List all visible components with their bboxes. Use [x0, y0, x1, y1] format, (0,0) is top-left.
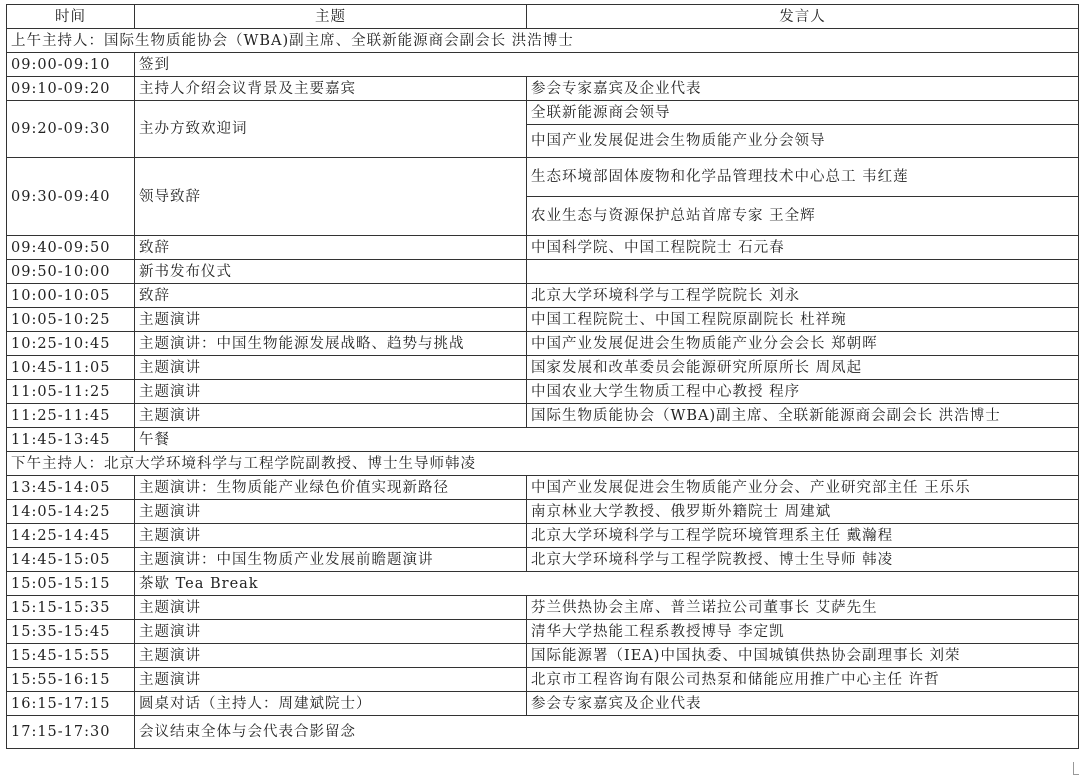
- table-row: [7, 380, 1079, 404]
- topic-cell: 主题演讲: [135, 524, 527, 548]
- table-row: [7, 53, 1079, 77]
- time-cell: 14:25-14:45: [7, 524, 135, 548]
- table-row: [7, 596, 1079, 620]
- agenda-table: [6, 4, 1079, 749]
- topic-cell: 主题演讲: [135, 668, 527, 692]
- table-row: [7, 644, 1079, 668]
- table-row: [7, 236, 1079, 260]
- time-cell: 10:05-10:25: [7, 308, 135, 332]
- time-cell: 13:45-14:05: [7, 476, 135, 500]
- time-cell: 15:35-15:45: [7, 620, 135, 644]
- page-corner-mark: [1073, 762, 1079, 775]
- time-cell: 11:45-13:45: [7, 428, 135, 452]
- table-row: [7, 620, 1079, 644]
- speaker-cell: 中国产业发展促进会生物质能产业分会领导: [527, 125, 1079, 158]
- topic-cell: 午餐: [135, 428, 1079, 452]
- afternoon-host-row: [7, 452, 1079, 476]
- time-cell: 14:05-14:25: [7, 500, 135, 524]
- time-cell: 17:15-17:30: [7, 716, 135, 749]
- speaker-cell: [527, 260, 1079, 284]
- speaker-cell: 国际能源署（IEA)中国执委、中国城镇供热协会副理事长 刘荣: [527, 644, 1079, 668]
- time-cell: 16:15-17:15: [7, 692, 135, 716]
- table-row: [7, 158, 1079, 197]
- time-cell: 15:15-15:35: [7, 596, 135, 620]
- speaker-cell: 北京市工程咨询有限公司热泵和储能应用推广中心主任 许哲: [527, 668, 1079, 692]
- time-cell: 10:25-10:45: [7, 332, 135, 356]
- speaker-cell: 全联新能源商会领导: [527, 101, 1079, 125]
- time-cell: 11:05-11:25: [7, 380, 135, 404]
- speaker-cell: 清华大学热能工程系教授博导 李定凯: [527, 620, 1079, 644]
- speaker-cell: 中国工程院院士、中国工程院原副院长 杜祥琬: [527, 308, 1079, 332]
- header-row: [7, 5, 1079, 29]
- time-cell: 09:10-09:20: [7, 77, 135, 101]
- time-cell: 15:55-16:15: [7, 668, 135, 692]
- speaker-cell: 中国产业发展促进会生物质能产业分会、产业研究部主任 王乐乐: [527, 476, 1079, 500]
- table-row: [7, 524, 1079, 548]
- header-time: 时间: [7, 5, 135, 29]
- afternoon-host: 下午主持人：北京大学环境科学与工程学院副教授、博士生导师韩凌: [7, 452, 1079, 476]
- time-cell: 10:00-10:05: [7, 284, 135, 308]
- topic-cell: 新书发布仪式: [135, 260, 527, 284]
- table-row: [7, 101, 1079, 125]
- topic-cell: 领导致辞: [135, 158, 527, 236]
- time-cell: 15:45-15:55: [7, 644, 135, 668]
- speaker-cell: 参会专家嘉宾及企业代表: [527, 692, 1079, 716]
- table-row: [7, 476, 1079, 500]
- topic-cell: 主题演讲: [135, 500, 527, 524]
- time-cell: 09:00-09:10: [7, 53, 135, 77]
- speaker-cell: 生态环境部固体废物和化学品管理技术中心总工 韦红莲: [527, 158, 1079, 197]
- header-speaker: 发言人: [527, 5, 1079, 29]
- speaker-cell: 参会专家嘉宾及企业代表: [527, 77, 1079, 101]
- table-row: [7, 572, 1079, 596]
- table-row: [7, 332, 1079, 356]
- speaker-cell: 北京大学环境科学与工程学院教授、博士生导师 韩凌: [527, 548, 1079, 572]
- speaker-cell: 芬兰供热协会主席、普兰诺拉公司董事长 艾萨先生: [527, 596, 1079, 620]
- speaker-cell: 国家发展和改革委员会能源研究所原所长 周凤起: [527, 356, 1079, 380]
- topic-cell: 主题演讲: [135, 404, 527, 428]
- topic-cell: 主题演讲: [135, 308, 527, 332]
- speaker-cell: 中国产业发展促进会生物质能产业分会会长 郑朝晖: [527, 332, 1079, 356]
- time-cell: 15:05-15:15: [7, 572, 135, 596]
- topic-cell: 致辞: [135, 236, 527, 260]
- table-row: [7, 404, 1079, 428]
- speaker-cell: 中国科学院、中国工程院院士 石元春: [527, 236, 1079, 260]
- table-row: [7, 548, 1079, 572]
- topic-cell: 圆桌对话（主持人：周建斌院士）: [135, 692, 527, 716]
- topic-cell: 主题演讲：中国生物质产业发展前瞻题演讲: [135, 548, 527, 572]
- speaker-cell: 国际生物质能协会（WBA)副主席、全联新能源商会副会长 洪浩博士: [527, 404, 1079, 428]
- time-cell: 14:45-15:05: [7, 548, 135, 572]
- topic-cell: 主题演讲：中国生物能源发展战略、趋势与挑战: [135, 332, 527, 356]
- table-row: [7, 668, 1079, 692]
- time-cell: 11:25-11:45: [7, 404, 135, 428]
- topic-cell: 主题演讲: [135, 644, 527, 668]
- time-cell: 09:50-10:00: [7, 260, 135, 284]
- time-cell: 09:40-09:50: [7, 236, 135, 260]
- table-row: [7, 428, 1079, 452]
- topic-cell: 会议结束全体与会代表合影留念: [135, 716, 1079, 749]
- morning-host: 上午主持人：国际生物质能协会（WBA)副主席、全联新能源商会副会长 洪浩博士: [7, 29, 1079, 53]
- speaker-cell: 中国农业大学生物质工程中心教授 程序: [527, 380, 1079, 404]
- table-row: [7, 308, 1079, 332]
- header-topic: 主题: [135, 5, 527, 29]
- table-row: [7, 260, 1079, 284]
- topic-cell: 签到: [135, 53, 1079, 77]
- table-row: [7, 692, 1079, 716]
- table-row: [7, 356, 1079, 380]
- topic-cell: 致辞: [135, 284, 527, 308]
- table-row: [7, 77, 1079, 101]
- time-cell: 09:20-09:30: [7, 101, 135, 158]
- topic-cell: 主题演讲：生物质能产业绿色价值实现新路径: [135, 476, 527, 500]
- speaker-cell: 南京林业大学教授、俄罗斯外籍院士 周建斌: [527, 500, 1079, 524]
- speaker-cell: 北京大学环境科学与工程学院院长 刘永: [527, 284, 1079, 308]
- topic-cell: 主题演讲: [135, 620, 527, 644]
- topic-cell: 主题演讲: [135, 356, 527, 380]
- morning-host-row: [7, 29, 1079, 53]
- table-row: [7, 500, 1079, 524]
- topic-cell: 主办方致欢迎词: [135, 101, 527, 158]
- speaker-cell: 农业生态与资源保护总站首席专家 王全辉: [527, 197, 1079, 236]
- time-cell: 09:30-09:40: [7, 158, 135, 236]
- table-row: [7, 716, 1079, 749]
- speaker-cell: 北京大学环境科学与工程学院环境管理系主任 戴瀚程: [527, 524, 1079, 548]
- time-cell: 10:45-11:05: [7, 356, 135, 380]
- topic-cell: 主题演讲: [135, 380, 527, 404]
- topic-cell: 主持人介绍会议背景及主要嘉宾: [135, 77, 527, 101]
- table-row: [7, 284, 1079, 308]
- topic-cell: 主题演讲: [135, 596, 527, 620]
- topic-cell: 茶歇 Tea Break: [135, 572, 1079, 596]
